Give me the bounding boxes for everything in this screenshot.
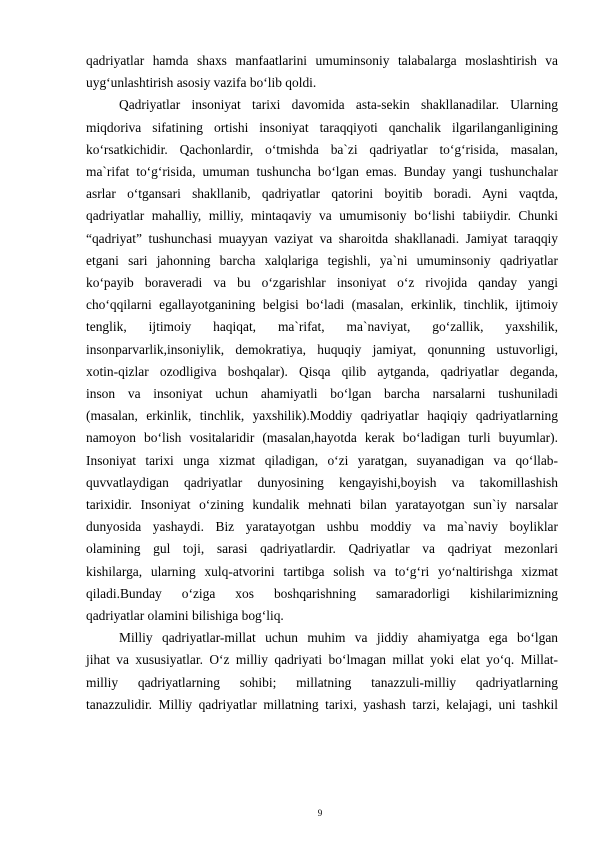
text-line: asrlar o‘tgansari shakllanib, qadriyatlar qatorini boyitib boradi. Ayni vaqtda, bbox=[86, 186, 558, 202]
text-line: qadriyatlar hamda shaxs manfaatlarini umuminsoniy talabalarga moslashtirish va bbox=[86, 53, 558, 68]
text-line: Milliy qadriyatlar-millat uchun muhim va jiddiy ahamiyatga ega bo‘lgan bbox=[119, 630, 558, 646]
text-line: uyg‘unlashtirish asosiy vazifa bo‘lib qoldi. bbox=[86, 75, 317, 91]
text-line: milliy qadriyatlarning sohibi; millatning tanazzuli-milliy qadriyatlarning bbox=[86, 674, 558, 690]
text-line: etgani sari jahonning barcha xalqlariga tegishli, ya`ni umuminsoniy qadriyatlar bbox=[86, 252, 558, 268]
text-line: ko‘payib boraveradi va bu o‘zgarishlar insoniyat o‘z rivojida qanday yangi bbox=[86, 275, 558, 291]
text-line: tarixidir. Insoniyat o‘zining kundalik mehnati bilan yaratayotgan sun`iy narsalar bbox=[86, 497, 558, 513]
text-line: (masalan, erkinlik, tinchlik, yaxshilik).Moddiy qadriyatlar haqiqiy qadriyatlarning bbox=[86, 408, 558, 424]
text-line: quvvatlaydigan qadriyatlar dunyosining kengayishi,boyish va takomillashish bbox=[86, 474, 558, 490]
paragraph bbox=[86, 94, 558, 627]
paragraph bbox=[86, 50, 558, 94]
page-number: 9 bbox=[317, 808, 323, 818]
text-line: ma`rifat to‘g‘risida, umuman tushuncha bo‘lgan emas. Bunday yangi tushunchalar bbox=[86, 164, 558, 180]
text-line: tenglik, ijtimoiy haqiqat, ma`rifat, ma`naviyat, go‘zallik, yaxshilik, bbox=[86, 319, 558, 335]
text-line: qadriyatlar olamini bilishiga bog‘liq. bbox=[86, 608, 284, 624]
text-line: “qadriyat” tushunchasi muayyan vaziyat va sharoitda shakllanadi. Jamiyat taraqqiy bbox=[86, 230, 558, 246]
text-line: namoyon bo‘lish vositalaridir (masalan,hayotda kerak bo‘ladigan turli buyumlar). bbox=[86, 430, 558, 446]
text-line: qiladi.Bunday o‘ziga xos boshqarishning samaradorligi kishilarimizning bbox=[86, 585, 558, 601]
text-line: xotin-qizlar ozodligiva boshqalar). Qisqa qilib aytganda, qadriyatlar deganda, bbox=[86, 363, 558, 379]
text-line: inson va insoniyat uchun ahamiyatli bo‘lgan barcha narsalarni tushuniladi bbox=[86, 386, 558, 402]
text-line: miqdoriva sifatining ortishi insoniyat taraqqiyoti qanchalik ilgarilanganligining bbox=[86, 119, 558, 135]
text-line: cho‘qqilarni egallayotganining belgisi bo‘ladi (masalan, erkinlik, tinchlik, ijtimoiy bbox=[86, 297, 558, 313]
text-line: dunyosida yashaydi. Biz yaratayotgan ushbu moddiy va ma`naviy boyliklar bbox=[86, 519, 558, 535]
text-line: jihat va xususiyatlar. O‘z milliy qadriyati bo‘lmagan millat yoki elat yo‘q. Millat- bbox=[86, 652, 558, 668]
text-line: qadriyatlar mahalliy, milliy, mintaqaviy va umumisoniy bo‘lishi tabiiydir. Chunki bbox=[86, 208, 558, 224]
text-line: ko‘rsatkichidir. Qachonlardir, o‘tmishda ba`zi qadriyatlar to‘g‘risida, masalan, bbox=[86, 141, 558, 157]
paragraph bbox=[86, 627, 558, 716]
text-line: Qadriyatlar insoniyat tarixi davomida asta-sekin shakllanadilar. Ularning bbox=[119, 97, 558, 113]
text-line: insonparvarlik,insoniylik, demokratiya, huquqiy jamiyat, qonunning ustuvorligi, bbox=[86, 341, 558, 357]
text-line: Insoniyat tarixi unga xizmat qiladigan, o‘zi yaratgan, suyanadigan va qo‘llab- bbox=[86, 452, 558, 468]
text-line: kishilarga, ularning xulq-atvorini tartibga solish va to‘g‘ri yo‘naltirishga xizmat bbox=[86, 563, 558, 579]
body-text bbox=[86, 50, 558, 716]
text-line: olamining gul toji, sarasi qadriyatlardir. Qadriyatlar va qadriyat mezonlari bbox=[86, 541, 558, 557]
text-line: tanazzulidir. Milliy qadriyatlar millatning tarixi, yashash tarzi, kelajagi, uni tashkil bbox=[86, 696, 558, 712]
